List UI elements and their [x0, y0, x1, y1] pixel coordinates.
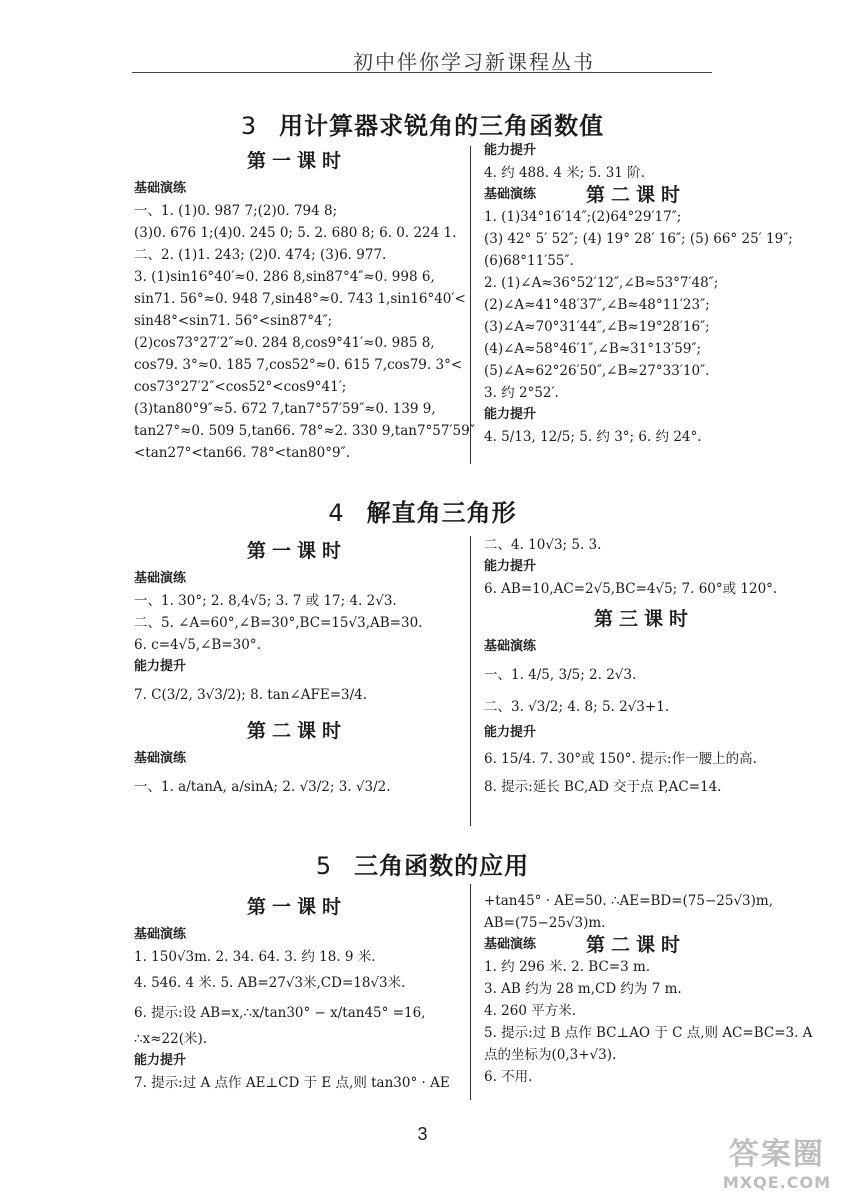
series-title: 初中伴你学习新课程丛书: [353, 50, 595, 74]
section-3-left-column: [134, 146, 475, 464]
answer-line: (5)∠A≈62°26′50″,∠B≈27°33′10″.: [484, 363, 710, 379]
lesson-heading: 第一课时: [246, 150, 347, 172]
answer-line: (3)∠A≈70°31′44″,∠B≈19°28′16″;: [484, 319, 710, 335]
answer-line: 4. 5/13, 12/5; 5. 约 3°; 6. 约 24°.: [484, 429, 702, 445]
answer-line: sin48°<sin71. 56°<sin87°4″;: [134, 313, 333, 329]
answer-line: 4. 260 平方米.: [484, 1003, 577, 1019]
answer-line: sin71. 56°≈0. 948 7,sin48°≈0. 743 1,sin16°40′<: [134, 291, 466, 307]
answer-line: 6. 不用.: [484, 1069, 533, 1085]
answer-line: 3. 约 2°52′.: [484, 385, 559, 401]
answer-line: 2. (1)∠A≈36°52′12″,∠B≈53°7′48″;: [484, 275, 719, 291]
answer-line: 7. 提示:过 A 点作 AE⊥CD 于 E 点,则 tan30° · AE: [134, 1075, 450, 1091]
section-number: 5: [315, 852, 333, 880]
section-number: 3: [240, 112, 258, 140]
answer-line: (2)cos73°27′2″≈0. 284 8,cos9°41′≈0. 985 8,: [134, 335, 435, 351]
lesson-heading: 第二课时: [246, 720, 347, 742]
column-divider: [470, 536, 471, 826]
section-heading: 用计算器求锐角的三角函数值: [279, 112, 605, 140]
header-rule: [132, 72, 712, 73]
subheading-basic: 基础演练: [484, 937, 537, 952]
lesson-heading: 第三课时: [593, 608, 694, 630]
subheading-basic: 基础演练: [134, 181, 187, 196]
answer-line: (3)tan80°9″≈5. 672 7,tan7°57′59″≈0. 139 9,: [134, 401, 436, 417]
answer-line: 3. (1)sin16°40′≈0. 286 8,sin87°4″≈0. 998 6,: [134, 269, 435, 285]
answer-line: 二、3. √3/2; 4. 8; 5. 2√3+1.: [484, 699, 670, 715]
page-number: 3: [417, 1124, 428, 1144]
section-3-title: [0, 106, 845, 141]
answer-line: 二、5. ∠A=60°,∠B=30°,BC=15√3,AB=30.: [134, 615, 423, 631]
lesson-heading: 第二课时: [586, 184, 687, 206]
section-heading: 解直角三角形: [366, 499, 517, 527]
subheading-basic: 基础演练: [484, 639, 537, 654]
answer-line: 一、1. a/tanA, a/sinA; 2. √3/2; 3. √3/2.: [134, 779, 391, 795]
answer-line: (6)68°11′55″.: [484, 253, 574, 269]
lesson-heading: 第一课时: [246, 896, 347, 918]
answer-line: 点的坐标为(0,3+√3).: [484, 1047, 617, 1063]
subheading-ability: 能力提升: [484, 407, 537, 422]
subheading-ability: 能力提升: [134, 659, 187, 674]
answer-line: 一、1. 30°; 2. 8,4√5; 3. 7 或 17; 4. 2√3.: [134, 593, 397, 609]
answer-line: 一、1. 4/5, 3/5; 2. 2√3.: [484, 667, 637, 683]
section-4-left-column: [134, 536, 460, 798]
answer-line: <tan27°<tan66. 78°<tan80°9″.: [134, 445, 350, 461]
site-watermark: [723, 1129, 831, 1192]
subheading-basic: 基础演练: [134, 571, 187, 586]
section-5-right-column: [484, 890, 814, 1088]
answer-line: ∴x≈22(米).: [134, 1031, 208, 1047]
answer-line: 一、1. (1)0. 987 7;(2)0. 794 8;: [134, 203, 338, 219]
subheading-ability: 能力提升: [484, 559, 537, 574]
subheading-basic: 基础演练: [484, 187, 537, 202]
answer-line: tan27°≈0. 509 5,tan66. 78°≈2. 330 9,tan7°57′59″: [134, 423, 475, 439]
answer-line: 1. 150√3m. 2. 34. 64. 3. 约 18. 9 米.: [134, 949, 376, 965]
section-5-title: [0, 846, 845, 881]
section-4-title: [0, 493, 845, 528]
watermark-site: MXQE.COM: [722, 1173, 831, 1192]
answer-line: 4. 546. 4 米. 5. AB=27√3米,CD=18√3米.: [134, 975, 406, 991]
answer-line: 二、4. 10√3; 5. 3.: [484, 537, 602, 553]
answer-line: +tan45° · AE=50. ∴AE=BD=(75−25√3)m,: [484, 893, 774, 909]
column-divider: [470, 884, 471, 1100]
answer-line: 4. 约 488. 4 米; 5. 31 阶.: [484, 165, 645, 181]
subheading-ability: 能力提升: [484, 143, 537, 158]
section-heading: 三角函数的应用: [354, 852, 530, 880]
section-3-right-column: [484, 140, 793, 448]
answer-line: 5. 提示:过 B 点作 BC⊥AO 于 C 点,则 AC=BC=3. A: [484, 1025, 813, 1041]
answer-line: 1. 约 296 米. 2. BC=3 m.: [484, 959, 651, 975]
subheading-basic: 基础演练: [134, 751, 187, 766]
subheading-basic: 基础演练: [134, 927, 187, 942]
answer-line: cos79. 3°≈0. 185 7,cos52°≈0. 615 7,cos79. 3°<: [134, 357, 463, 373]
answer-line: 6. 提示:设 AB=x,∴x/tan30° − x/tan45° =16,: [134, 1005, 426, 1021]
answer-line: 8. 提示:延长 BC,AD 交于点 P,AC=14.: [484, 779, 722, 795]
answer-line: 6. AB=10,AC=2√5,BC=4√5; 7. 60°或 120°.: [484, 581, 778, 597]
answer-line: (2)∠A≈41°48′37″,∠B≈48°11′23″;: [484, 297, 710, 313]
answer-line: 1. (1)34°16′14″;(2)64°29′17″;: [484, 209, 682, 225]
lesson-heading: 第二课时: [586, 934, 687, 956]
watermark-logo: 答案圈: [728, 1137, 825, 1172]
answer-line: (3) 42° 5′ 52″; (4) 19° 28′ 16″; (5) 66° 25′ 19″;: [484, 231, 793, 247]
section-number: 4: [328, 499, 345, 527]
section-4-right-column: [484, 534, 804, 798]
answer-line: (4)∠A≈58°46′1″,∠B≈31°13′59″;: [484, 341, 702, 357]
answer-line: 7. C(3/2, 3√3/2); 8. tan∠AFE=3/4.: [134, 687, 368, 703]
answer-line: AB=(75−25√3)m.: [484, 915, 606, 931]
answer-line: 6. c=4√5,∠B=30°.: [134, 637, 261, 653]
subheading-ability: 能力提升: [134, 1053, 187, 1068]
answer-line: (3)0. 676 1;(4)0. 245 0; 5. 2. 680 8; 6. 0. 224 1.: [134, 225, 457, 241]
lesson-heading: 第一课时: [246, 540, 347, 562]
subheading-ability: 能力提升: [484, 725, 537, 740]
section-5-left-column: [134, 892, 460, 1094]
column-divider: [470, 146, 471, 464]
answer-line: cos73°27′2″<cos52°<cos9°41′;: [134, 379, 347, 395]
answer-line: 3. AB 约为 28 m,CD 约为 7 m.: [484, 981, 682, 997]
answer-line: 6. 15/4. 7. 30°或 150°. 提示:作一腰上的高.: [484, 751, 757, 767]
answer-line: 二、2. (1)1. 243; (2)0. 474; (3)6. 977.: [134, 247, 387, 263]
